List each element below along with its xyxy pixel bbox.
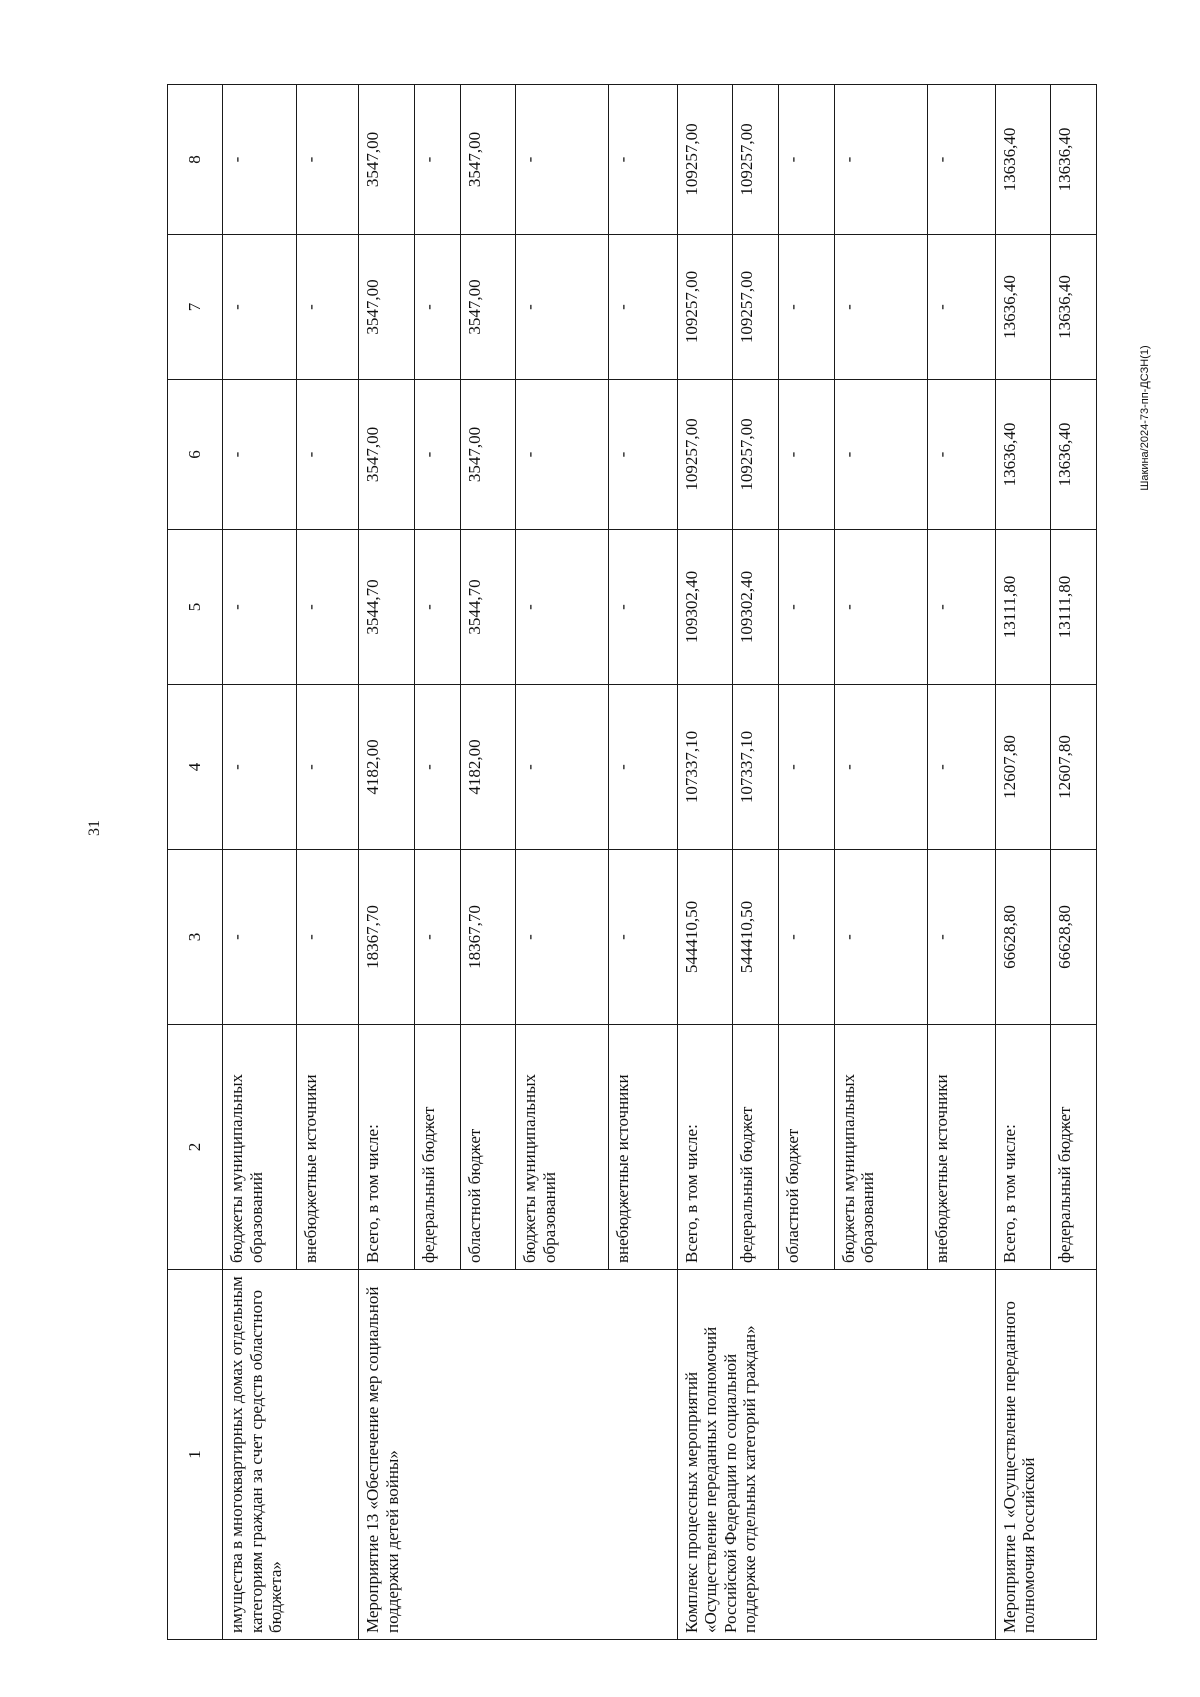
amount-cell: - xyxy=(834,685,927,850)
column-header: 3 xyxy=(168,850,223,1025)
amount-cell: - xyxy=(609,380,677,530)
funding-source-cell: бюджеты муниципальных образований xyxy=(834,1025,927,1270)
amount-cell: - xyxy=(778,530,834,685)
amount-cell: - xyxy=(516,85,609,235)
amount-cell: - xyxy=(415,850,460,1025)
activity-name-cell: Мероприятие 1 «Осуществление переданного полномочия Российской xyxy=(995,1270,1096,1640)
amount-cell: - xyxy=(223,235,297,380)
amount-cell: - xyxy=(778,235,834,380)
amount-cell: 12607,80 xyxy=(1051,685,1097,850)
amount-cell: 4182,00 xyxy=(460,685,516,850)
amount-cell: - xyxy=(223,850,297,1025)
amount-cell: 3547,00 xyxy=(359,235,415,380)
amount-cell: - xyxy=(778,685,834,850)
amount-cell: 109257,00 xyxy=(677,235,733,380)
amount-cell: - xyxy=(516,380,609,530)
amount-cell: 109302,40 xyxy=(677,530,733,685)
amount-cell: - xyxy=(834,530,927,685)
amount-cell: - xyxy=(516,685,609,850)
table-row xyxy=(677,85,733,1640)
amount-cell: - xyxy=(415,530,460,685)
column-header: 6 xyxy=(168,380,223,530)
amount-cell: 3544,70 xyxy=(359,530,415,685)
table-row xyxy=(223,85,297,1640)
funding-source-cell: внебюджетные источники xyxy=(297,1025,359,1270)
amount-cell: - xyxy=(927,530,995,685)
column-header: 5 xyxy=(168,530,223,685)
header-row xyxy=(168,85,223,1640)
amount-cell: 109302,40 xyxy=(733,530,778,685)
table-body xyxy=(223,85,1097,1640)
amount-cell: 13636,40 xyxy=(995,380,1051,530)
column-header: 7 xyxy=(168,235,223,380)
amount-cell: - xyxy=(927,685,995,850)
amount-cell: 3547,00 xyxy=(460,235,516,380)
amount-cell: - xyxy=(516,530,609,685)
amount-cell: - xyxy=(297,235,359,380)
amount-cell: 12607,80 xyxy=(995,685,1051,850)
amount-cell: - xyxy=(834,235,927,380)
amount-cell: 107337,10 xyxy=(733,685,778,850)
amount-cell: - xyxy=(927,380,995,530)
amount-cell: 4182,00 xyxy=(359,685,415,850)
amount-cell: 109257,00 xyxy=(733,235,778,380)
amount-cell: 13636,40 xyxy=(1051,85,1097,235)
amount-cell: - xyxy=(516,235,609,380)
amount-cell: 13636,40 xyxy=(995,235,1051,380)
amount-cell: - xyxy=(297,685,359,850)
amount-cell: 13111,80 xyxy=(1051,530,1097,685)
funding-source-cell: областной бюджет xyxy=(460,1025,516,1270)
amount-cell: - xyxy=(609,85,677,235)
financing-table xyxy=(167,84,1097,1640)
amount-cell: 66628,80 xyxy=(1051,850,1097,1025)
amount-cell: 3547,00 xyxy=(460,85,516,235)
amount-cell: - xyxy=(609,685,677,850)
amount-cell: 18367,70 xyxy=(359,850,415,1025)
amount-cell: - xyxy=(778,85,834,235)
amount-cell: - xyxy=(609,850,677,1025)
funding-source-cell: Всего, в том числе: xyxy=(995,1025,1051,1270)
funding-source-cell: Всего, в том числе: xyxy=(359,1025,415,1270)
amount-cell: 109257,00 xyxy=(733,85,778,235)
amount-cell: 3547,00 xyxy=(460,380,516,530)
amount-cell: 66628,80 xyxy=(995,850,1051,1025)
activity-name-cell: имущества в многоквартирных домах отдельным категориям граждан за счет средств областного бюджета» xyxy=(223,1270,359,1640)
amount-cell: - xyxy=(223,380,297,530)
funding-source-cell: внебюджетные источники xyxy=(609,1025,677,1270)
amount-cell: 3544,70 xyxy=(460,530,516,685)
amount-cell: - xyxy=(609,235,677,380)
amount-cell: - xyxy=(223,85,297,235)
amount-cell: - xyxy=(223,685,297,850)
table-row xyxy=(359,85,415,1640)
amount-cell: 13636,40 xyxy=(1051,380,1097,530)
page-number: 31 xyxy=(86,820,103,836)
funding-source-cell: внебюджетные источники xyxy=(927,1025,995,1270)
amount-cell: - xyxy=(834,85,927,235)
amount-cell: - xyxy=(297,850,359,1025)
amount-cell: - xyxy=(297,530,359,685)
amount-cell: - xyxy=(834,850,927,1025)
amount-cell: - xyxy=(297,380,359,530)
amount-cell: - xyxy=(297,85,359,235)
amount-cell: 544410,50 xyxy=(733,850,778,1025)
funding-source-cell: федеральный бюджет xyxy=(733,1025,778,1270)
amount-cell: 544410,50 xyxy=(677,850,733,1025)
amount-cell: - xyxy=(415,380,460,530)
column-header: 4 xyxy=(168,685,223,850)
amount-cell: 3547,00 xyxy=(359,85,415,235)
amount-cell: 13636,40 xyxy=(1051,235,1097,380)
amount-cell: - xyxy=(609,530,677,685)
column-header: 1 xyxy=(168,1270,223,1640)
column-header: 8 xyxy=(168,85,223,235)
amount-cell: - xyxy=(927,85,995,235)
funding-source-cell: Всего, в том числе: xyxy=(677,1025,733,1270)
table-wrapper xyxy=(167,85,1097,1640)
amount-cell: - xyxy=(778,380,834,530)
table-row xyxy=(995,85,1051,1640)
amount-cell: - xyxy=(223,530,297,685)
funding-source-cell: областной бюджет xyxy=(778,1025,834,1270)
amount-cell: - xyxy=(778,850,834,1025)
amount-cell: 13111,80 xyxy=(995,530,1051,685)
activity-name-cell: Комплекс процессных мероприятий «Осуществление переданных полномочий Российской Федерации по социальной поддержке отдельных категорий граждан» xyxy=(677,1270,995,1640)
amount-cell: - xyxy=(415,85,460,235)
amount-cell: - xyxy=(927,235,995,380)
amount-cell: - xyxy=(415,685,460,850)
amount-cell: - xyxy=(516,850,609,1025)
document-code: Шакина/2024-73-пп-ДСЗН(1) xyxy=(1139,345,1151,491)
amount-cell: 13636,40 xyxy=(995,85,1051,235)
amount-cell: 3547,00 xyxy=(359,380,415,530)
amount-cell: 109257,00 xyxy=(677,380,733,530)
amount-cell: - xyxy=(927,850,995,1025)
funding-source-cell: федеральный бюджет xyxy=(1051,1025,1097,1270)
funding-source-cell: бюджеты муниципальных образований xyxy=(223,1025,297,1270)
amount-cell: 109257,00 xyxy=(677,85,733,235)
funding-source-cell: федеральный бюджет xyxy=(415,1025,460,1270)
amount-cell: - xyxy=(415,235,460,380)
amount-cell: 107337,10 xyxy=(677,685,733,850)
column-header: 2 xyxy=(168,1025,223,1270)
amount-cell: 109257,00 xyxy=(733,380,778,530)
funding-source-cell: бюджеты муниципальных образований xyxy=(516,1025,609,1270)
amount-cell: 18367,70 xyxy=(460,850,516,1025)
activity-name-cell: Мероприятие 13 «Обеспечение мер социальной поддержки детей войны» xyxy=(359,1270,677,1640)
amount-cell: - xyxy=(834,380,927,530)
